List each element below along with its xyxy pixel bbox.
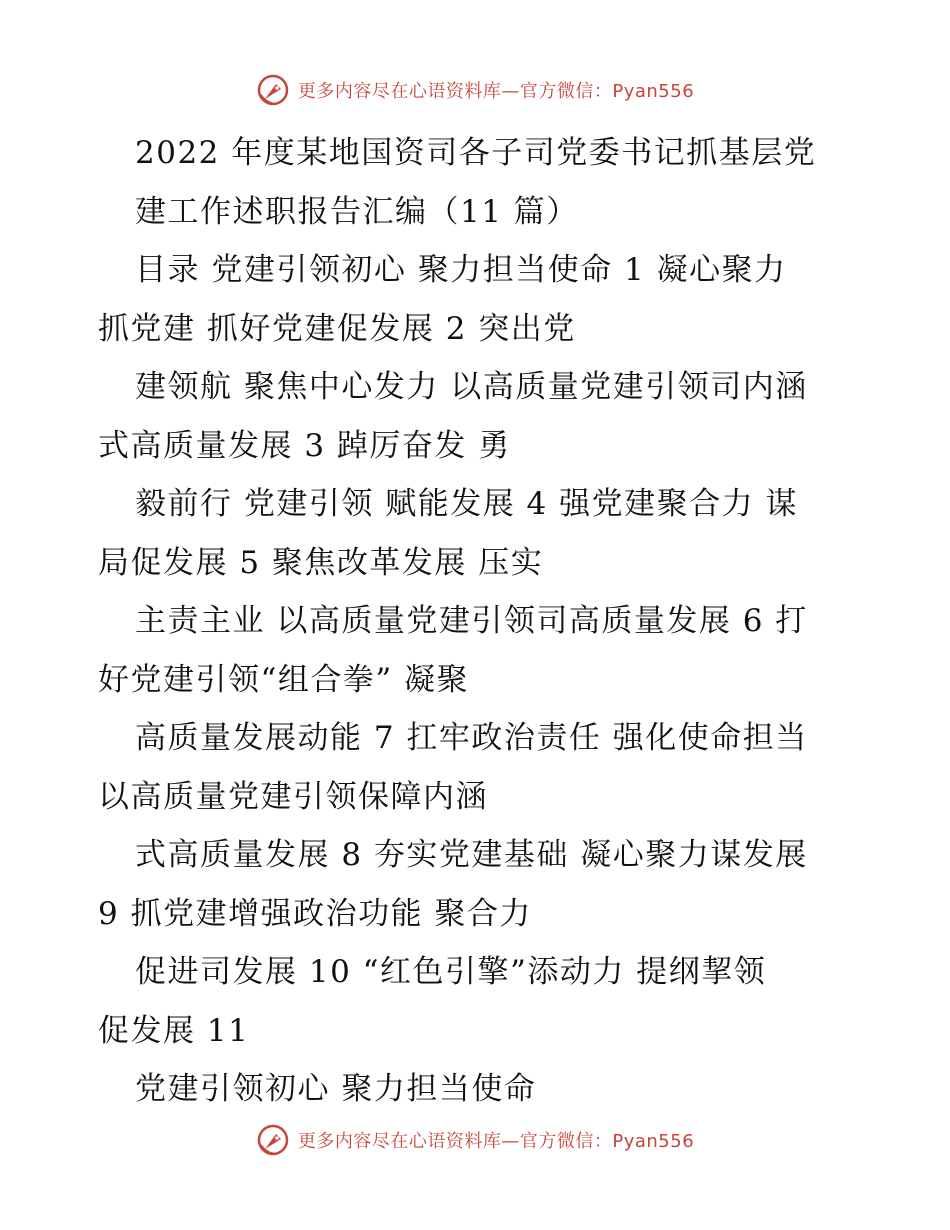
document-body — [98, 124, 858, 1119]
document-line: 抓党建 抓好党建促发展 2 突出党 — [98, 310, 576, 347]
document-line: 促发展 11 — [98, 1012, 250, 1049]
document-line: 式高质量发展 3 踔厉奋发 勇 — [98, 427, 511, 464]
document-line: 目录 党建引领初心 聚力担当使命 1 凝心聚力 — [135, 252, 787, 288]
document-line: 建领航 聚焦中心发力 以高质量党建引领司内涵 — [135, 369, 808, 405]
document-line: 以高质量党建引领保障内涵 — [98, 778, 488, 815]
watermark-text: 更多内容尽在心语资料库—官方微信：Pyan556 — [297, 81, 695, 102]
document-line: 2022 年度某地国资司各子司党委书记抓基层党 — [135, 135, 817, 171]
document-line: 局促发展 5 聚焦改革发展 压实 — [98, 544, 544, 581]
header-watermark — [0, 70, 950, 110]
document-line: 党建引领初心 聚力担当使命 — [135, 1071, 537, 1107]
document-line: 毅前行 党建引领 赋能发展 4 强党建聚合力 谋 — [135, 486, 798, 522]
watermark-text: 更多内容尽在心语资料库—官方微信：Pyan556 — [297, 1131, 695, 1152]
document-line: 9 抓党建增强政治功能 聚合力 — [98, 895, 532, 932]
document-line: 主责主业 以高质量党建引领司高质量发展 6 打 — [135, 603, 808, 639]
document-line: 建工作述职报告汇编（11 篇） — [135, 193, 579, 230]
document-line: 促进司发展 10 “红色引擎”添动力 提纲挈领 — [135, 954, 767, 990]
document-line: 好党建引领“组合拳” 凝聚 — [98, 661, 470, 698]
fountain-pen-circle-icon — [256, 73, 290, 107]
fountain-pen-circle-icon — [256, 1123, 290, 1157]
footer-watermark — [0, 1120, 950, 1160]
document-line: 式高质量发展 8 夯实党建基础 凝心聚力谋发展 — [135, 837, 808, 873]
document-line: 高质量发展动能 7 扛牢政治责任 强化使命担当 — [135, 720, 808, 756]
